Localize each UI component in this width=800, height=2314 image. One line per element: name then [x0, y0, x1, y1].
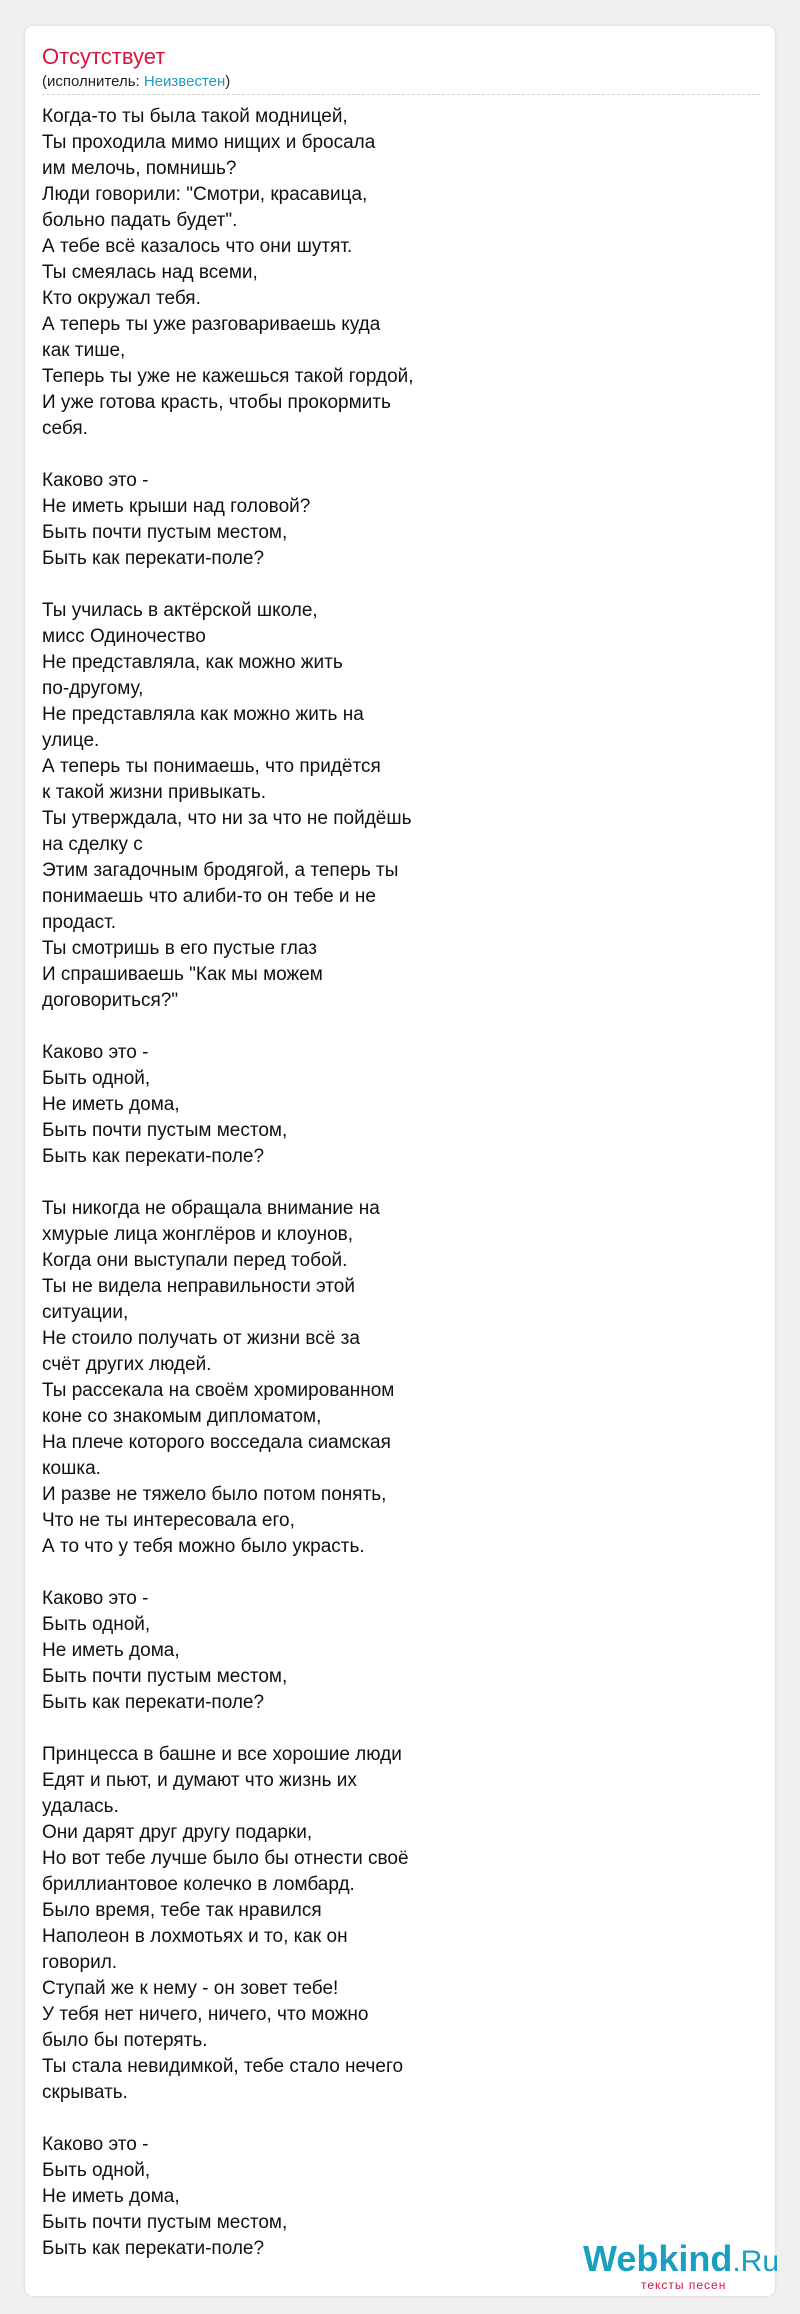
lyric-line: Ты утверждала, что ни за что не пойдёшь	[42, 808, 412, 829]
lyric-line: Быть как перекати-поле?	[42, 1692, 265, 1713]
lyric-line: счёт других людей.	[42, 1354, 212, 1375]
lyric-line: Каково это -	[42, 1588, 149, 1609]
lyric-line	[42, 2106, 762, 2132]
lyric-line: Быть как перекати-поле?	[42, 548, 265, 569]
lyrics-text	[42, 104, 762, 2262]
lyric-line: продаст.	[42, 912, 117, 933]
lyric-line: Ты смеялась над всеми,	[42, 262, 258, 283]
title-divider	[42, 94, 760, 95]
lyric-line: Наполеон в лохмотьях и то, как он	[42, 1926, 348, 1947]
lyric-line: Быть почти пустым местом,	[42, 1120, 288, 1141]
lyric-line: коне со знакомым дипломатом,	[42, 1406, 322, 1427]
lyric-line: Но вот тебе лучше было бы отнести своё	[42, 1848, 409, 1869]
lyric-line: А теперь ты понимаешь, что придётся	[42, 756, 381, 777]
lyric-line: Ты проходила мимо нищих и бросала	[42, 132, 376, 153]
logo-tld: .Ru	[732, 2245, 780, 2278]
lyric-line: Быть одной,	[42, 1614, 151, 1635]
artist-line	[42, 72, 230, 92]
lyric-line	[42, 442, 762, 468]
lyric-line: Когда они выступали перед тобой.	[42, 1250, 348, 1271]
song-title: Отсутствует	[42, 44, 166, 69]
lyric-line: больно падать будет".	[42, 210, 238, 231]
lyric-line: на сделку с	[42, 834, 143, 855]
lyric-line: Быть одной,	[42, 1068, 151, 1089]
lyric-line: Что не ты интересовала его,	[42, 1510, 295, 1531]
lyric-line: Не иметь дома,	[42, 2186, 180, 2207]
lyric-line: Было время, тебе так нравился	[42, 1900, 322, 1921]
lyric-line: Быть почти пустым местом,	[42, 522, 288, 543]
lyric-line: Кто окружал тебя.	[42, 288, 201, 309]
artist-prefix: (исполнитель:	[42, 73, 144, 90]
lyric-line: было бы потерять.	[42, 2030, 208, 2051]
lyric-line: Не иметь дома,	[42, 1094, 180, 1115]
lyric-line: удалась.	[42, 1796, 119, 1817]
lyric-line: Ты училась в актёрской школе,	[42, 600, 318, 621]
lyric-line: Не иметь дома,	[42, 1640, 180, 1661]
lyric-line: Ступай же к нему - он зовет тебе!	[42, 1978, 339, 1999]
lyric-line: говорил.	[42, 1952, 118, 1973]
lyric-line: улице.	[42, 730, 100, 751]
lyric-line	[42, 1716, 762, 1742]
lyric-line: как тише,	[42, 340, 126, 361]
lyric-line: Ты никогда не обращала внимание на	[42, 1198, 380, 1219]
lyric-line: по-другому,	[42, 678, 144, 699]
lyric-line: Теперь ты уже не кажешься такой гордой,	[42, 366, 414, 387]
lyric-line: Этим загадочным бродягой, а теперь ты	[42, 860, 399, 881]
lyric-line: У тебя нет ничего, ничего, что можно	[42, 2004, 369, 2025]
lyric-line: Не иметь крыши над головой?	[42, 496, 311, 517]
lyric-line: им мелочь, помнишь?	[42, 158, 237, 179]
lyric-line: договориться?"	[42, 990, 179, 1011]
lyric-line: скрывать.	[42, 2082, 128, 2103]
lyric-line	[42, 572, 762, 598]
lyric-line: А тебе всё казалось что они шутят.	[42, 236, 353, 257]
lyric-line: кошка.	[42, 1458, 101, 1479]
lyric-line: Быть как перекати-поле?	[42, 2238, 265, 2259]
lyric-line: Не представляла, как можно жить	[42, 652, 343, 673]
lyric-line: бриллиантовое колечко в ломбард.	[42, 1874, 355, 1895]
lyric-line: Быть одной,	[42, 2160, 151, 2181]
logo-tagline: тексты песен	[641, 2278, 727, 2292]
lyric-line: Не стоило получать от жизни всё за	[42, 1328, 360, 1349]
lyric-line: А то что у тебя можно было украсть.	[42, 1536, 365, 1557]
lyric-line: к такой жизни привыкать.	[42, 782, 267, 803]
lyric-line: ситуации,	[42, 1302, 129, 1323]
lyric-line: А теперь ты уже разговариваешь куда	[42, 314, 381, 335]
lyric-line: мисс Одиночество	[42, 626, 206, 647]
lyric-line: Люди говорили: "Смотри, красавица,	[42, 184, 368, 205]
artist-suffix: )	[225, 73, 231, 90]
site-logo[interactable]	[583, 2238, 780, 2298]
lyric-line: Быть как перекати-поле?	[42, 1146, 265, 1167]
lyric-line: Принцесса в башне и все хорошие люди	[42, 1744, 402, 1765]
lyric-line: Каково это -	[42, 1042, 149, 1063]
lyric-line: себя.	[42, 418, 88, 439]
lyric-line: И уже готова красть, чтобы прокормить	[42, 392, 391, 413]
lyric-line: И разве не тяжело было потом понять,	[42, 1484, 387, 1505]
artist-link[interactable]: Неизвестен	[143, 73, 226, 90]
lyric-line: Ты смотришь в его пустые глаз	[42, 938, 317, 959]
lyric-line: Ты рассекала на своём хромированном	[42, 1380, 395, 1401]
lyric-line: Ты не видела неправильности этой	[42, 1276, 355, 1297]
lyric-line: хмурые лица жонглёров и клоунов,	[42, 1224, 354, 1245]
logo-wordmark	[583, 2238, 779, 2283]
lyric-line	[42, 1560, 762, 1586]
lyric-line: Когда-то ты была такой модницей,	[42, 106, 348, 127]
lyric-line: И спрашиваешь "Как мы можем	[42, 964, 323, 985]
lyric-line: Быть почти пустым местом,	[42, 1666, 288, 1687]
lyric-line: На плече которого восседала сиамская	[42, 1432, 391, 1453]
lyric-line: Быть почти пустым местом,	[42, 2212, 288, 2233]
lyric-line: Ты стала невидимкой, тебе стало нечего	[42, 2056, 404, 2077]
lyric-line: Они дарят друг другу подарки,	[42, 1822, 313, 1843]
lyric-line: Каково это -	[42, 470, 149, 491]
lyric-line: Каково это -	[42, 2134, 149, 2155]
logo-word: Webkind	[583, 2238, 733, 2279]
lyric-line	[42, 1170, 762, 1196]
lyric-line	[42, 1014, 762, 1040]
lyric-line: понимаешь что алиби-то он тебе и не	[42, 886, 376, 907]
lyric-line: Едят и пьют, и думают что жизнь их	[42, 1770, 357, 1791]
lyric-line: Не представляла как можно жить на	[42, 704, 364, 725]
